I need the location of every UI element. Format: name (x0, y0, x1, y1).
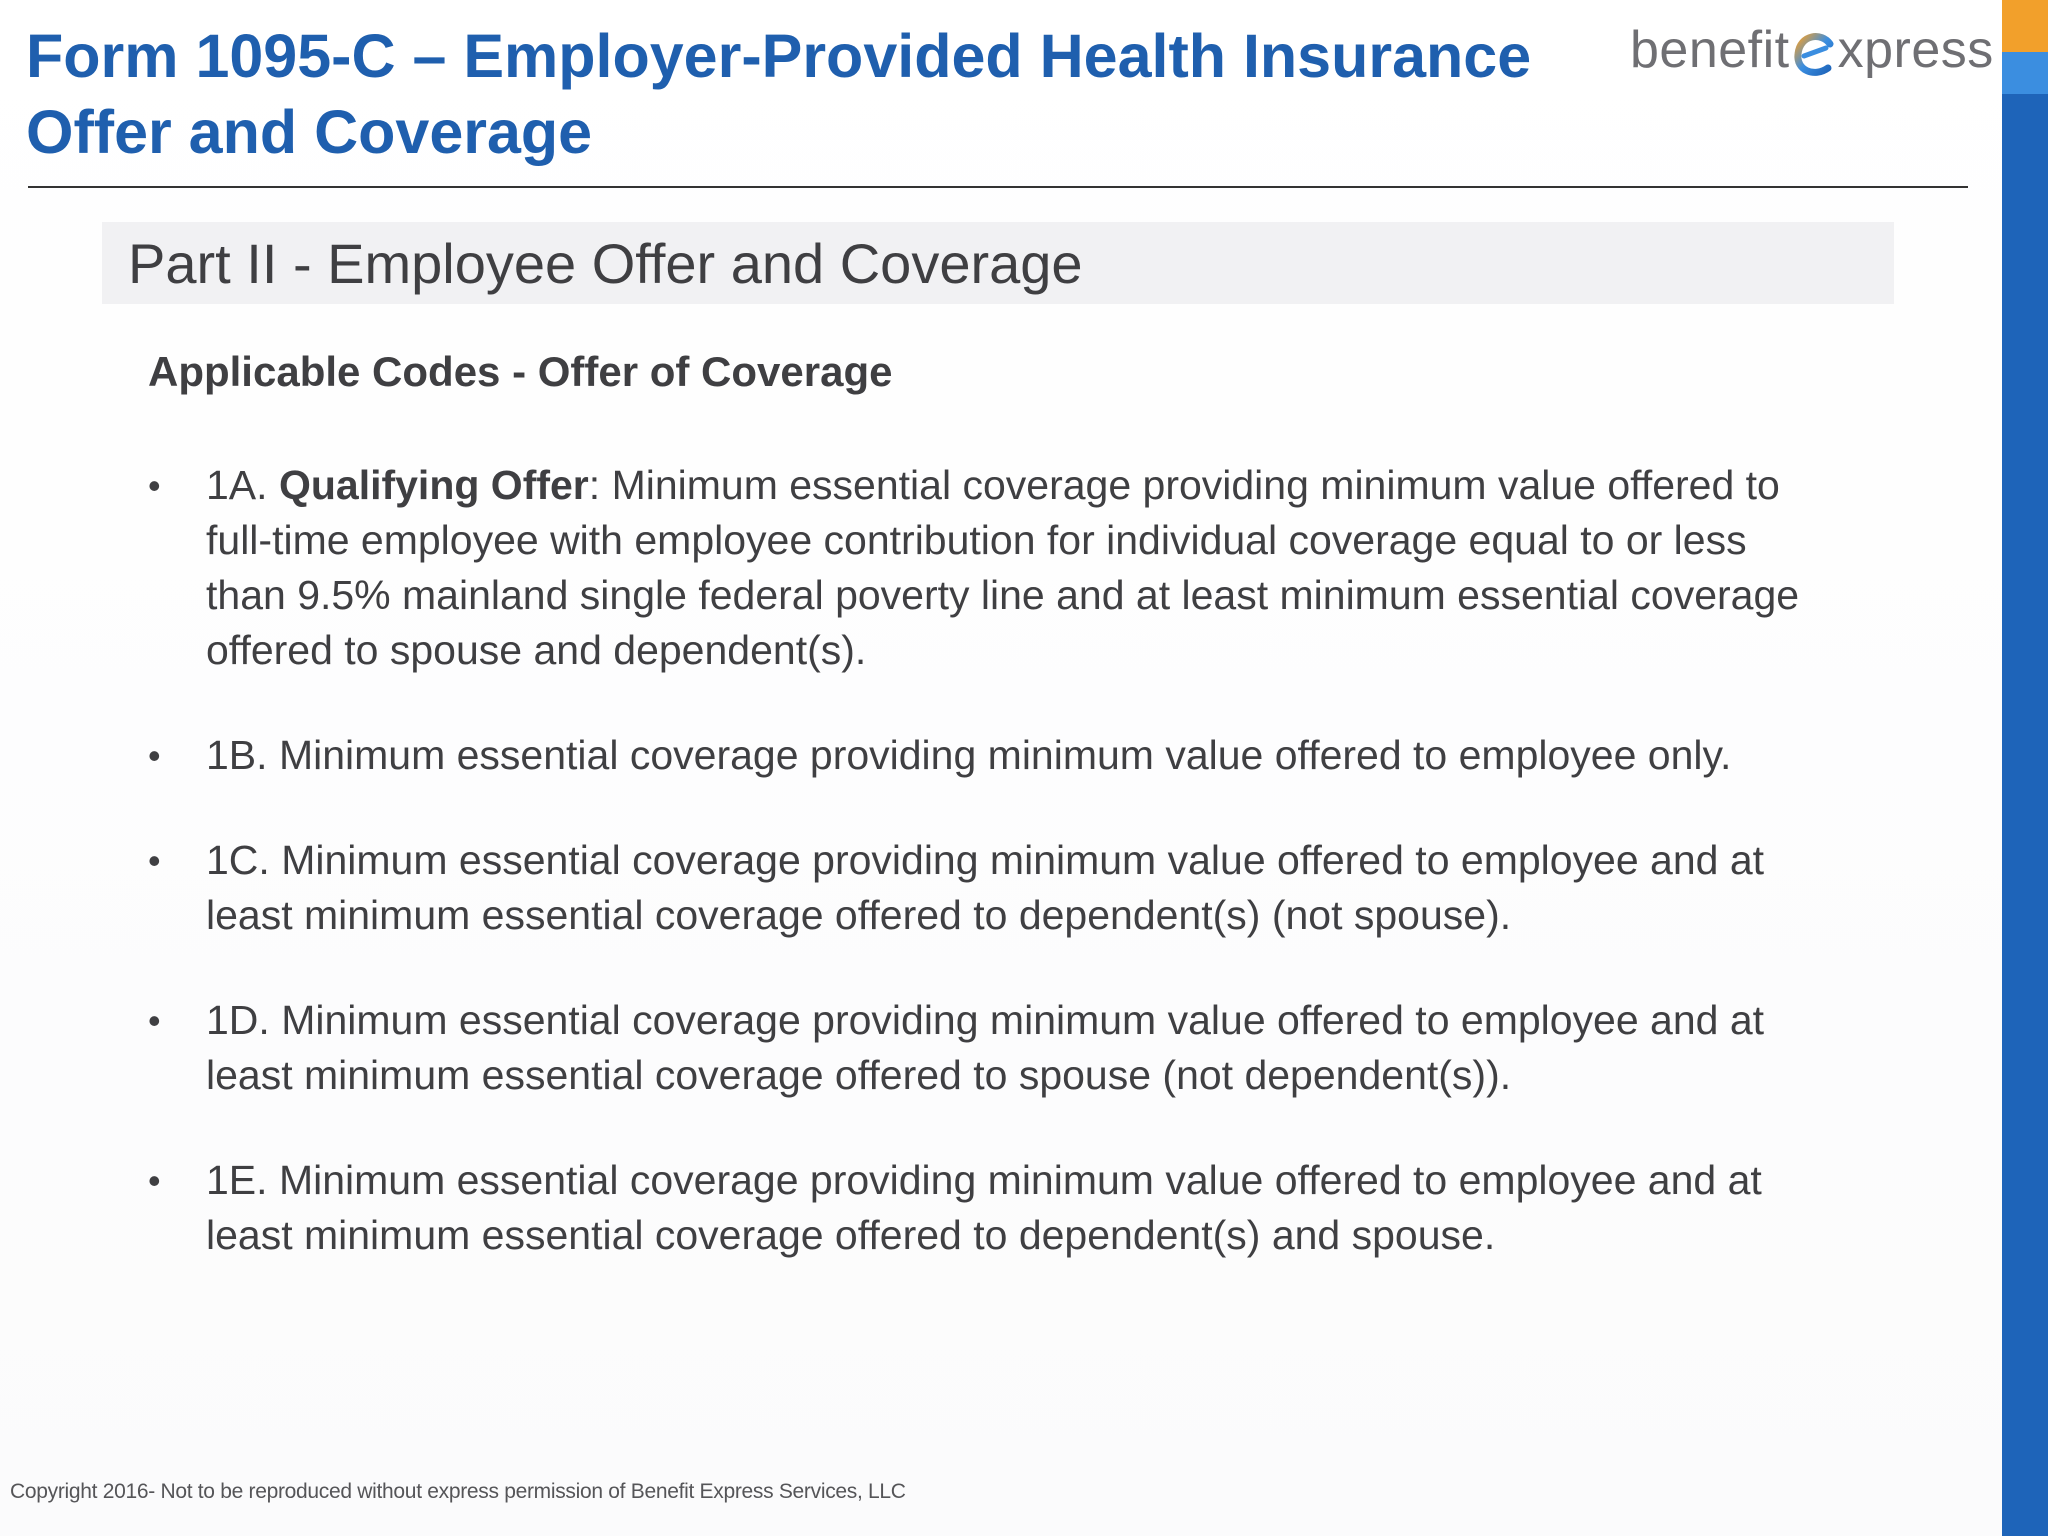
list-item-code-1a (148, 458, 1828, 678)
section-header-band (102, 222, 1894, 304)
code-label: 1D. (206, 997, 270, 1043)
list-item-code-1c (148, 833, 1828, 943)
logo-text-suffix: xpress (1837, 21, 1994, 79)
bullet-icon: • (148, 1160, 161, 1201)
side-accent-bar (2002, 0, 2048, 1536)
bullet-icon: • (148, 735, 161, 776)
code-label: 1E. (206, 1157, 268, 1203)
code-description: Minimum essential coverage providing minimum value offered to employee and at least minimum essential coverage offered to spouse (not dependent(s)). (206, 997, 1765, 1098)
code-description: Minimum essential coverage providing minimum value offered to employee only. (278, 732, 1732, 778)
bullet-icon: • (148, 465, 161, 506)
copyright-footer: Copyright 2016- Not to be reproduced without express permission of Benefit Express Services, LLC (10, 1480, 906, 1503)
section-title: Part II - Employee Offer and Coverage (128, 231, 1083, 295)
code-label: 1C. (206, 837, 270, 883)
code-label: 1B. (206, 732, 268, 778)
list-item-code-1b (148, 728, 1828, 783)
code-term-separator: : (588, 462, 601, 508)
list-item-code-1e (148, 1153, 1828, 1263)
side-accent-bar-top (2002, 0, 2048, 94)
code-description: Minimum essential coverage providing minimum value offered to full-time employee with employee contribution for individual coverage equal to or less than 9.5% mainland single federal poverty line and at least minimum essential coverage offered to spouse and dependent(s). (206, 462, 1800, 673)
offer-codes-list (148, 458, 1828, 1313)
logo-e-swirl-icon (1792, 26, 1836, 82)
code-description: Minimum essential coverage providing minimum value offered to employee and at least minimum essential coverage offered to dependent(s) (not spouse). (206, 837, 1765, 938)
bullet-icon: • (148, 1000, 161, 1041)
code-term: Qualifying Offer (278, 462, 589, 508)
code-label: 1A. (206, 462, 268, 508)
benefitexpress-logo (1630, 10, 1994, 90)
bullet-icon: • (148, 840, 161, 881)
logo-text-prefix: benefit (1630, 21, 1790, 79)
section-subheading: Applicable Codes - Offer of Coverage (148, 348, 893, 395)
title-divider (28, 186, 1968, 188)
list-item-code-1d (148, 993, 1828, 1103)
code-description: Minimum essential coverage providing minimum value offered to employee and at least minimum essential coverage offered to dependent(s) and spouse. (206, 1157, 1762, 1258)
slide-title: Form 1095-C – Employer-Provided Health Insurance Offer and Coverage (26, 22, 1532, 166)
